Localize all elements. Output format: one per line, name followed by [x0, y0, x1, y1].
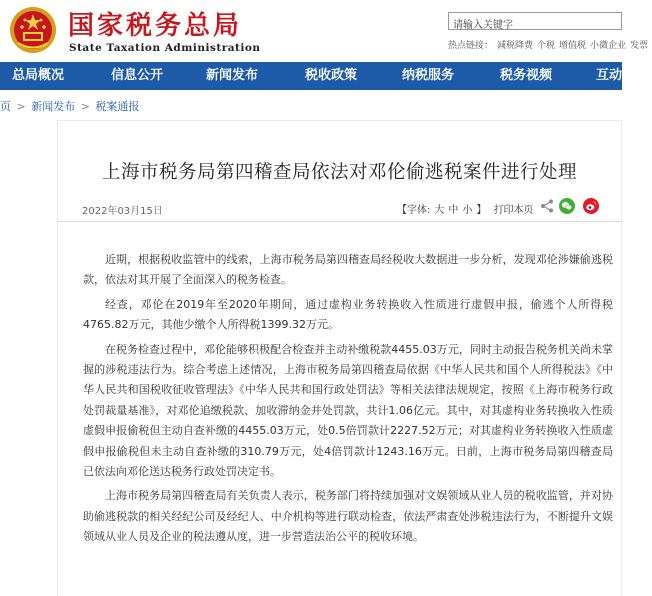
breadcrumb-news[interactable]: 新闻发布 — [31, 100, 76, 113]
article-paragraph: 上海市税务局第四稽查局有关负责人表示，税务部门将持续加强对文娱领域从业人员的税收监管，并对协助偷逃税款的相关经纪公司及经纪人、中介机构等进行联动检查，依法严肃查处涉税违法行为，不断提升文娱领域从业人员及企业的税法遵从度，进一步营造法治公平的税收环境。 — [83, 489, 613, 544]
hot-link[interactable]: 增值税 — [559, 41, 587, 51]
hot-link[interactable]: 发票 — [630, 41, 649, 51]
article-paragraph: 近期，根据税收监管中的线索，上海市税务局第四稽查局经税收大数据进一步分析，发现邓伦涉嫌偷逃税款，依法对其开展了全面深入的税务检查。 — [83, 253, 613, 287]
article-tools — [397, 201, 538, 216]
article-date: 2022年03月15日 — [82, 206, 163, 217]
site-header — [0, 0, 649, 62]
font-size-small[interactable]: 小 — [462, 205, 473, 216]
hot-link[interactable]: 个税 — [537, 41, 556, 51]
nav-item-interact[interactable]: 互动 — [596, 68, 623, 83]
site-logo-subtitle: State Taxation Administration — [69, 42, 261, 54]
article-title: 上海市税务局第四稽查局依法对邓伦偷逃税案件进行处理 — [101, 162, 577, 183]
article-paragraph: 经查，邓伦在2019年至2020年期间，通过虚构业务转换收入性质进行虚假申报，偷逃个人所得税4765.82万元，其他少缴个人所得税1399.32万元。 — [83, 297, 613, 332]
nav-item-video[interactable]: 税务视频 — [500, 68, 553, 83]
hot-link[interactable]: 减税降费 — [497, 41, 534, 51]
search-input[interactable] — [449, 18, 621, 34]
main-nav — [0, 62, 622, 90]
nav-item-overview[interactable]: 总局概况 — [12, 68, 65, 83]
breadcrumb-separator: > — [80, 100, 90, 113]
article-meta — [57, 196, 622, 222]
font-size-medium[interactable]: 中 — [448, 205, 459, 216]
breadcrumb-tax-cases[interactable]: 税案通报 — [95, 100, 140, 113]
weibo-icon[interactable] — [583, 198, 599, 214]
nav-item-info[interactable]: 信息公开 — [111, 68, 164, 83]
search-box — [448, 12, 622, 30]
font-size-close: 】 — [476, 205, 487, 216]
breadcrumb-home[interactable]: 页 — [0, 100, 11, 113]
nav-item-policy[interactable]: 税收政策 — [305, 68, 358, 83]
nav-item-service[interactable]: 纳税服务 — [402, 68, 455, 83]
site-logo-title[interactable]: 国家税务总局 — [68, 11, 243, 41]
hot-links — [448, 38, 652, 51]
article-body — [83, 250, 613, 552]
national-emblem-icon[interactable] — [8, 5, 58, 55]
print-button[interactable]: 打印本页 — [493, 205, 534, 216]
hot-links-label: 热点链接： — [448, 41, 494, 51]
breadcrumb-separator: > — [16, 100, 26, 113]
hot-link[interactable]: 小微企业 — [590, 41, 627, 51]
font-size-large[interactable]: 大 — [434, 205, 445, 216]
breadcrumb — [0, 98, 139, 114]
nav-item-news[interactable]: 新闻发布 — [206, 68, 259, 83]
article-paragraph: 在税务检查过程中，邓伦能够积极配合检查并主动补缴税款4455.03万元，同时主动报告税务机关尚未掌握的涉税违法行为。综合考虑上述情况，上海市税务局第四稽查局依据《中华人民共和国个人所得税法》《中华人民共和国税收征收管理法》《中华人民共和国行政处罚法》等相关法律法规规定，按照《上海市税务行政处罚裁量基准》，对邓伦追缴税款、加收滞纳金并处罚款，共计1.06亿元。其中，对其虚构业务转换收入性质虚假申报偷税但主动自查补缴的4455.03万元，处0.5倍罚款计2227.52万元；对其虚构业务转换收入性质虚假申报偷税但未主动自查补缴的310.79万元，处4倍罚款计1243.16万元。日前，上海市税务局第四稽查局已依法向邓伦送达税务行政处罚决定书。 — [83, 342, 613, 479]
wechat-icon[interactable] — [559, 198, 575, 214]
share-icon[interactable] — [539, 198, 555, 214]
font-size-label: 【字体: — [397, 205, 431, 216]
